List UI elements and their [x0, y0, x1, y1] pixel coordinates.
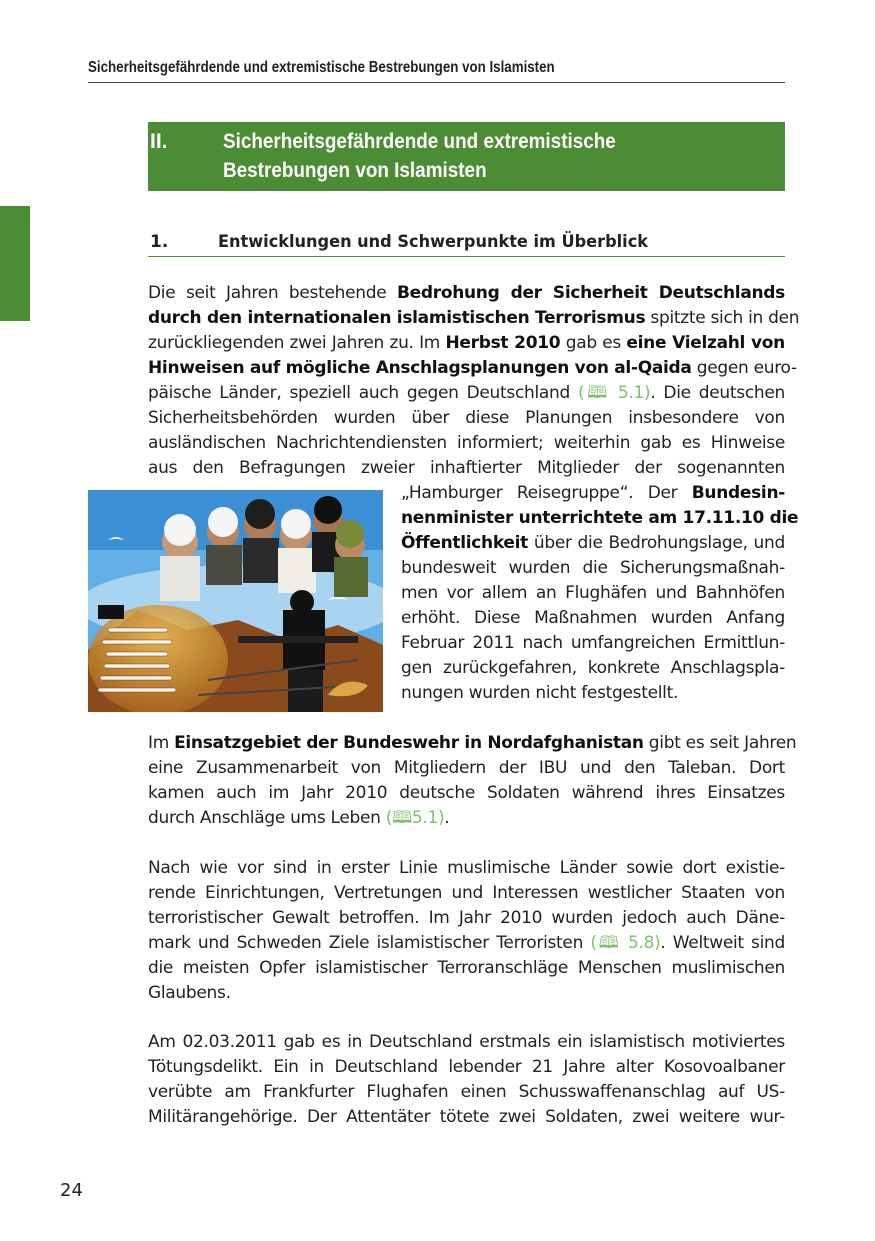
- body-line: durch den internationalen islamistischen Terrorismus spitzte sich in den: [148, 308, 800, 328]
- body-line: durch Anschläge ums Leben (🕮5.1).: [148, 808, 450, 828]
- body-line: erhöht. Diese Maßnahmen wurden Anfang: [401, 608, 785, 628]
- body-line: kamen auch im Jahr 2010 deutsche Soldaten während ihres Einsatzes: [148, 783, 785, 803]
- cross-reference-link[interactable]: (🕮 5.1): [577, 383, 651, 403]
- body-line: Die seit Jahren bestehende Bedrohung der Sicherheit Deutschlands: [148, 283, 785, 303]
- chapter-title-line-2: Bestrebungen von Islamisten: [223, 159, 487, 182]
- cross-reference-link[interactable]: (🕮 5.8): [590, 933, 661, 953]
- body-line: „Hamburger Reisegruppe“. Der Bundesin-: [401, 483, 785, 503]
- body-line: Sicherheitsbehörden wurden über diese Planungen insbesondere von: [148, 408, 785, 428]
- propaganda-photo-graphic: [88, 490, 383, 712]
- section-heading: [148, 230, 785, 257]
- propaganda-photo: [88, 490, 383, 712]
- section-title: Entwicklungen und Schwerpunkte im Überblick: [218, 232, 649, 252]
- body-line: Glaubens.: [148, 983, 231, 1003]
- cross-reference-link[interactable]: (🕮5.1): [385, 808, 445, 828]
- body-line: Am 02.03.2011 gab es in Deutschland erstmals ein islamistisch motiviertes: [148, 1032, 785, 1052]
- chapter-number: II.: [150, 130, 168, 153]
- body-line: ausländischen Nachrichtendiensten informiert; weiterhin gab es Hinweise: [148, 433, 785, 453]
- body-line: Hinweisen auf mögliche Anschlagsplanungen von al-Qaida gegen euro-: [148, 358, 797, 378]
- body-line: rende Einrichtungen, Vertretungen und Interessen westlicher Staaten von: [148, 883, 785, 903]
- body-line: terroristischer Gewalt betroffen. Im Jahr 2010 wurden jedoch auch Däne-: [148, 908, 785, 928]
- body-line: Februar 2011 nach umfangreichen Ermittlun-: [401, 633, 785, 653]
- body-line: men vor allem an Flughäfen und Bahnhöfen: [401, 583, 785, 603]
- body-line: Im Einsatzgebiet der Bundeswehr in Nordafghanistan gibt es seit Jahren: [148, 733, 797, 753]
- header-rule: [88, 82, 785, 83]
- body-line: bundesweit wurden die Sicherungsmaßnah-: [401, 558, 785, 578]
- body-line: päische Länder, speziell auch gegen Deutschland (🕮 5.1). Die deutschen: [148, 383, 785, 403]
- chapter-side-tab: [0, 206, 30, 321]
- body-line: mark und Schweden Ziele islamistischer Terroristen (🕮 5.8). Weltweit sind: [148, 933, 785, 953]
- body-line: zurückliegenden zwei Jahren zu. Im Herbst 2010 gab es eine Vielzahl von: [148, 333, 785, 353]
- body-line: gen zurückgefahren, konkrete Anschlagspla-: [401, 658, 785, 678]
- body-line: nungen wurden nicht festgestellt.: [401, 683, 679, 703]
- chapter-heading-box: [148, 122, 785, 191]
- body-line: eine Zusammenarbeit von Mitgliedern der IBU und den Taleban. Dort: [148, 758, 785, 778]
- chapter-title-line-1: Sicherheitsgefährdende und extremistische: [223, 130, 616, 153]
- body-line: aus den Befragungen zweier inhaftierter Mitglieder der sogenannten: [148, 458, 785, 478]
- body-line: nenminister unterrichtete am 17.11.10 die: [401, 508, 799, 528]
- running-header: Sicherheitsgefährdende und extremistische Bestrebungen von Islamisten: [88, 59, 555, 76]
- body-line: Militärangehörige. Der Attentäter tötete zwei Soldaten, zwei weitere wur-: [148, 1107, 785, 1127]
- body-line: Nach wie vor sind in erster Linie muslimische Länder sowie dort existie-: [148, 858, 785, 878]
- section-number: 1.: [150, 232, 169, 252]
- body-line: verübte am Frankfurter Flughafen einen Schusswaffenanschlag auf US-: [148, 1082, 785, 1102]
- body-line: Öffentlichkeit über die Bedrohungslage, und: [401, 533, 785, 553]
- chapter-title: [223, 127, 691, 185]
- body-line: die meisten Opfer islamistischer Terroranschläge Menschen muslimischen: [148, 958, 785, 978]
- page-number: 24: [60, 1180, 83, 1201]
- body-line: Tötungsdelikt. Ein in Deutschland lebender 21 Jahre alter Kosovoalbaner: [148, 1057, 785, 1077]
